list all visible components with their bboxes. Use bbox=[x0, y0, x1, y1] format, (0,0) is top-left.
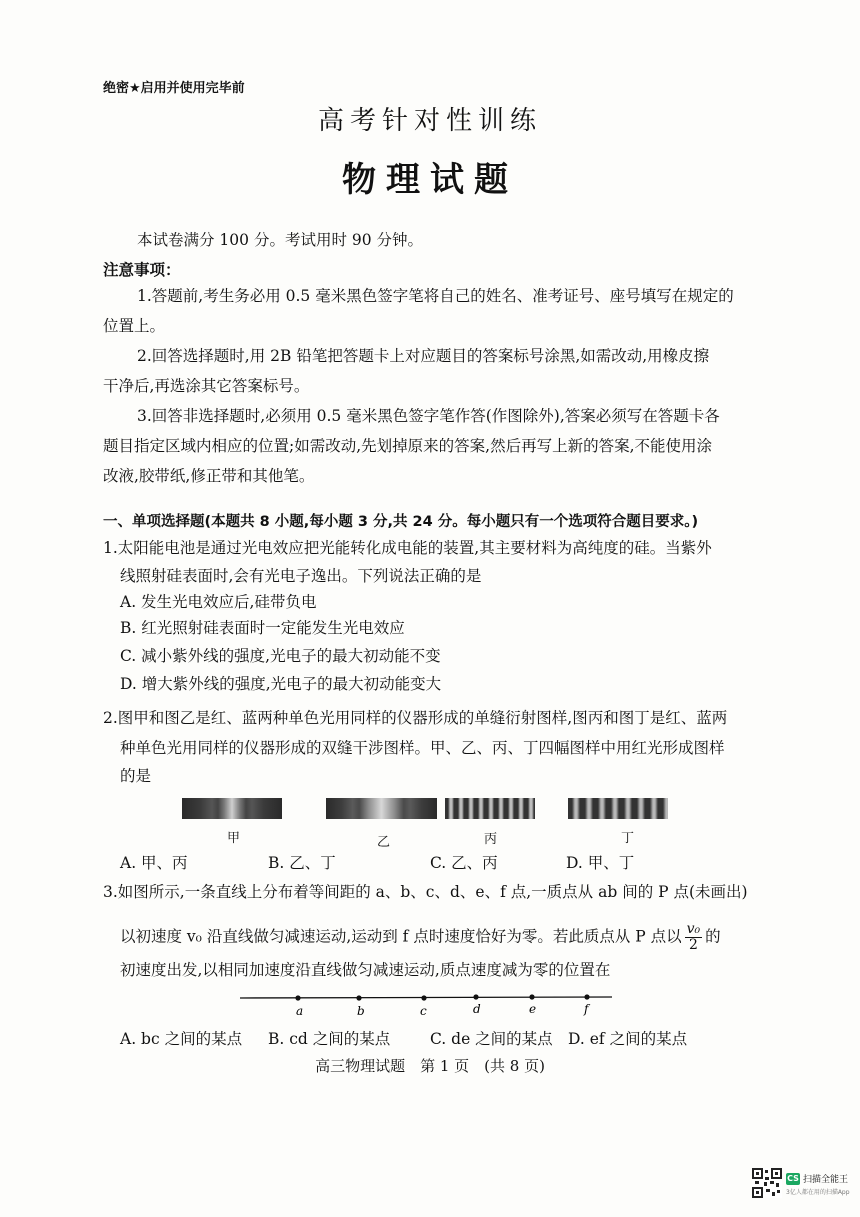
q1-stem-line-1: 1.太阳能电池是通过光电效应把光能转化成电能的装置,其主要材料为高纯度的硅。当紫外 bbox=[103, 539, 712, 557]
note-2-line-2: 干净后,再选涂其它答案标号。 bbox=[103, 377, 310, 395]
q3-line-2 bbox=[120, 922, 721, 953]
note-3-line-2: 题目指定区域内相应的位置;如需改动,先划掉原来的答案,然后再写上新的答案,不能使用涂 bbox=[103, 437, 713, 455]
note-3-line-1: 3.回答非选择题时,必须用 0.5 毫米黑色签字笔作答(作图除外),答案必须写在答题卡各 bbox=[137, 407, 720, 425]
q1-option-c[interactable]: C. 减小紫外线的强度,光电子的最大初动能不变 bbox=[120, 647, 441, 665]
point-f-label: f bbox=[584, 1002, 589, 1016]
point-b-label: b bbox=[357, 1004, 365, 1018]
note-3-line-3: 改液,胶带纸,修正带和其他笔。 bbox=[103, 467, 315, 485]
note-1-line-1: 1.答题前,考生务必用 0.5 毫米黑色签字笔将自己的姓名、准考证号、座号填写在规定的 bbox=[137, 287, 734, 305]
q3-line-3: 初速度出发,以相同加速度沿直线做匀减速运动,质点速度减为零的位置在 bbox=[120, 961, 611, 979]
pattern-label-ding: 丁 bbox=[621, 831, 635, 846]
q1-option-b[interactable]: B. 红光照射硅表面时一定能发生光电效应 bbox=[120, 619, 405, 637]
q1-option-a[interactable]: A. 发生光电效应后,硅带负电 bbox=[120, 593, 317, 611]
q1-stem-line-2: 线照射硅表面时,会有光电子逸出。下列说法正确的是 bbox=[120, 567, 482, 585]
fraction-numerator: v₀ bbox=[686, 921, 701, 937]
q2-option-a[interactable]: A. 甲、丙 bbox=[120, 854, 188, 872]
q3-option-d[interactable]: D. ef 之间的某点 bbox=[568, 1030, 688, 1048]
point-d-dot bbox=[473, 994, 478, 999]
q2-stem-line-1: 2.图甲和图乙是红、蓝两种单色光用同样的仪器形成的单缝衍射图样,图丙和图丁是红、蓝两 bbox=[103, 709, 728, 727]
section-1-title: 一、单项选择题(本题共 8 小题,每小题 3 分,共 24 分。每小题只有一个选项符合题目要求。) bbox=[103, 514, 699, 530]
pattern-label-yi: 乙 bbox=[377, 835, 391, 850]
fraction-denominator: 2 bbox=[688, 937, 698, 953]
point-a-dot bbox=[295, 995, 300, 1000]
q3-option-a[interactable]: A. bc 之间的某点 bbox=[120, 1030, 243, 1048]
pattern-yi bbox=[326, 798, 437, 819]
q3-line-2-text: 以初速度 v₀ 沿直线做匀减速运动,运动到 f 点时速度恰好为零。若此质点从 P 点以 bbox=[120, 927, 682, 946]
q2-stem-line-3: 的是 bbox=[120, 767, 152, 785]
notice-title: 注意事项： bbox=[103, 261, 181, 279]
point-c-label: c bbox=[420, 1004, 427, 1018]
pattern-label-jia: 甲 bbox=[227, 831, 241, 846]
point-b-dot bbox=[356, 995, 361, 1000]
points-line-diagram bbox=[240, 988, 620, 1020]
v0-half-fraction bbox=[685, 922, 703, 953]
point-e-label: e bbox=[529, 1002, 537, 1016]
q3-option-b[interactable]: B. cd 之间的某点 bbox=[268, 1030, 391, 1048]
confidential-label: 绝密★启用并使用完毕前 bbox=[103, 81, 245, 96]
camscanner-tagline: 3亿人都在用的扫描App bbox=[786, 1189, 850, 1196]
pattern-label-bing: 丙 bbox=[484, 832, 498, 847]
point-d-label: d bbox=[473, 1002, 481, 1016]
q3-option-c[interactable]: C. de 之间的某点 bbox=[430, 1030, 553, 1048]
score-line: 本试卷满分 100 分。考试用时 90 分钟。 bbox=[137, 231, 424, 249]
q2-option-d[interactable]: D. 甲、丁 bbox=[566, 854, 635, 872]
q3-line-2-end: 的 bbox=[705, 927, 721, 946]
qr-code-icon bbox=[752, 1168, 782, 1198]
point-e-dot bbox=[529, 994, 534, 999]
pattern-bing bbox=[445, 798, 535, 819]
pattern-ding bbox=[568, 798, 668, 819]
camscanner-logo-icon: CS bbox=[787, 1174, 799, 1183]
note-2-line-1: 2.回答选择题时,用 2B 铅笔把答题卡上对应题目的答案标号涂黑,如需改动,用橡皮擦 bbox=[137, 347, 710, 365]
note-1-line-2: 位置上。 bbox=[103, 317, 166, 335]
q2-option-c[interactable]: C. 乙、丙 bbox=[430, 854, 498, 872]
page-footer: 高三物理试题 第 1 页 (共 8 页) bbox=[315, 1057, 545, 1075]
point-c-dot bbox=[421, 995, 426, 1000]
sub-title: 物理试题 bbox=[342, 160, 518, 200]
point-f-dot bbox=[584, 994, 589, 999]
q2-stem-line-2: 种单色光用同样的仪器形成的双缝干涉图样。甲、乙、丙、丁四幅图样中用红光形成图样 bbox=[120, 739, 725, 757]
main-title: 高考针对性训练 bbox=[317, 106, 542, 136]
q1-option-d[interactable]: D. 增大紫外线的强度,光电子的最大初动能变大 bbox=[120, 675, 442, 693]
camscanner-name: 扫描全能王 bbox=[803, 1175, 849, 1185]
pattern-jia bbox=[182, 798, 282, 819]
q2-option-b[interactable]: B. 乙、丁 bbox=[268, 854, 336, 872]
q3-line-1: 3.如图所示,一条直线上分布着等间距的 a、b、c、d、e、f 点,一质点从 ab 间的 P 点(未画出) bbox=[103, 883, 748, 901]
point-a-label: a bbox=[296, 1004, 304, 1018]
